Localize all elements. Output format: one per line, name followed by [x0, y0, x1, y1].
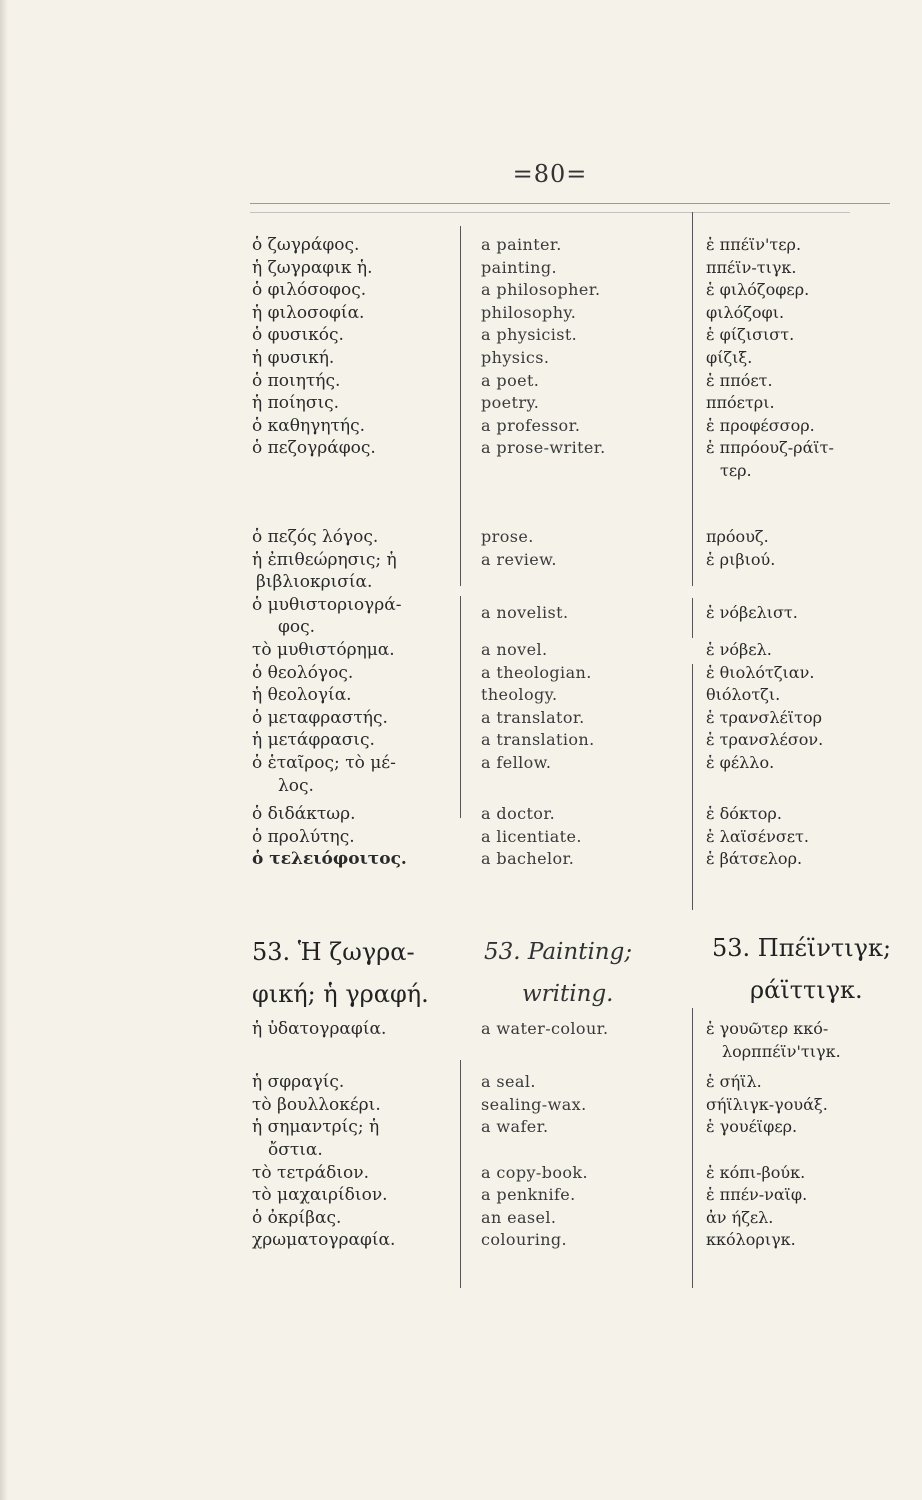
greek-term: ὁ προλύτης. [252, 826, 355, 847]
greek-term: ἡ ὑδατογραφία. [252, 1019, 387, 1039]
heading-greek-line1: 53. Ἡ ζωγρα- [252, 938, 415, 966]
greek-term: τὸ τετράδιον. [252, 1162, 370, 1183]
english-term [481, 571, 595, 594]
english-term: a professor. [481, 415, 581, 435]
top-rule [250, 203, 890, 204]
heading-pronunciation-line1: 53. Ππέϊντιγκ; [712, 934, 892, 962]
greek-term: ὁ ἑταῖρος; τὸ μέ- [252, 752, 396, 773]
english-term: a doctor. [481, 804, 556, 824]
greek-term: ἡ ἐπιθεώρησις; ἡ [252, 549, 397, 570]
pronunciation: ἑ φέλλο. [706, 752, 775, 772]
heading-greek-line2: φική; ἡ γραφή. [252, 980, 429, 1008]
pronunciation: θιόλοτζι. [706, 685, 781, 705]
greek-term: λος. [278, 775, 314, 796]
pronunciation: ἑ ππρόουζ-ράϊτ- [706, 438, 834, 458]
english-term: physics. [481, 347, 550, 367]
greek-term: ἡ ποίησις. [252, 393, 340, 414]
english-term [481, 775, 595, 798]
column-divider-right-4 [692, 1008, 693, 1288]
greek-term: ἡ μετάφρασις. [252, 730, 375, 751]
section2-pronunciation-column [706, 526, 823, 871]
greek-term [252, 1041, 395, 1064]
pronunciation: ἑ φιλόζοφερ. [706, 280, 810, 300]
english-term: sealing-wax. [481, 1094, 587, 1114]
pronunciation: κκόλοριγκ. [706, 1230, 796, 1250]
greek-term: ὁ μυθιστοριογρά- [252, 594, 402, 615]
pronunciation: ἑ νόβελιστ. [706, 602, 798, 622]
english-term: a review. [481, 549, 557, 569]
column-divider-right-2 [692, 598, 693, 638]
english-term: a fellow. [481, 752, 552, 772]
pronunciation: ἑ γουῶτερ κκό- [706, 1019, 829, 1038]
english-term: a wafer. [481, 1117, 549, 1137]
english-term: colouring. [481, 1230, 568, 1250]
english-term: theology. [481, 685, 558, 705]
english-term: a translator. [481, 707, 585, 727]
greek-term: ὁ καθηγητής. [252, 415, 366, 436]
english-term: a copy-book. [481, 1162, 588, 1182]
greek-term: ἡ ζωγραφικ ἡ. [252, 257, 373, 278]
greek-term: ὁ φυσικός. [252, 325, 344, 346]
column-divider-left-2 [460, 596, 461, 818]
page-number: =80= [512, 160, 588, 188]
heading-english-line2: writing. [522, 981, 614, 1007]
pronunciation: πρόουζ. [706, 527, 769, 546]
greek-term: ἡ φιλοσοφία. [252, 302, 365, 323]
english-term: a penknife. [481, 1185, 576, 1205]
pronunciation: ἑ δόκτορ. [706, 804, 782, 824]
greek-term: φος. [278, 617, 316, 638]
heading-pronunciation-line2: ράϊττιγκ. [750, 976, 863, 1004]
pronunciation: φίζιξ. [706, 347, 753, 367]
pronunciation: ππόετρι. [706, 393, 775, 413]
greek-term: τὸ βουλλοκέρι. [252, 1094, 381, 1115]
english-term: a water-colour. [481, 1019, 609, 1038]
pronunciation: ἑ λαϊσένσετ. [706, 826, 809, 846]
top-rule-secondary [250, 212, 850, 213]
english-term: a novelist. [481, 602, 569, 622]
page-edge [0, 0, 8, 1500]
section-heading-pronunciation [712, 930, 891, 1008]
column-divider-left-1 [460, 226, 461, 586]
pronunciation: ἑ τρανσλέσον. [706, 730, 824, 750]
pronunciation: ἑ βάτσελορ. [706, 849, 803, 869]
greek-term: ὁ ζωγράφος. [252, 235, 360, 255]
greek-term: τὸ μαχαιρίδιον. [252, 1185, 388, 1206]
greek-term: ὁ πεζός λόγος. [252, 527, 379, 547]
greek-term: ὁ ὀκρίβας. [252, 1207, 342, 1228]
pronunciation: ἑ σήϊλ. [706, 1072, 762, 1092]
column-divider-right-1 [692, 212, 693, 586]
english-term: a seal. [481, 1072, 536, 1092]
english-term: prose. [481, 527, 534, 546]
pronunciation: ἑ γουέϊφερ. [706, 1117, 798, 1137]
greek-term: ὄστια. [268, 1139, 323, 1160]
pronunciation [706, 1139, 841, 1162]
pronunciation: ἑ ππέϊν'τερ. [706, 235, 802, 254]
column-divider-right-3 [692, 664, 693, 910]
pronunciation: ἑ ριβιού. [706, 549, 776, 569]
section3-pronunciation-column [706, 1018, 841, 1252]
pronunciation: σήϊλιγκ-γουάξ. [706, 1094, 828, 1114]
english-term: a licentiate. [481, 826, 582, 846]
pronunciation: ἑ ππόετ. [706, 370, 773, 390]
pronunciation: λορππέϊν'τιγκ. [722, 1041, 841, 1061]
english-term: a translation. [481, 730, 595, 750]
section-heading-english [484, 934, 632, 1012]
english-term: a poet. [481, 370, 540, 390]
english-term: philosophy. [481, 302, 577, 322]
pronunciation: ἑ νόβελ. [706, 639, 772, 659]
section1-english-column [481, 234, 606, 460]
pronunciation: ἑ φίζισιστ. [706, 325, 795, 345]
english-term: a philosopher. [481, 280, 601, 300]
greek-term: ὁ θεολόγος. [252, 662, 354, 683]
pronunciation: ἑ τρανσλέϊτορ [706, 707, 822, 727]
greek-term: βιβλιοκρισία. [256, 572, 373, 593]
pronunciation: φιλόζοφι. [706, 302, 785, 322]
greek-term: χρωματογραφία. [252, 1230, 396, 1251]
greek-term: ὁ πεζογράφος. [252, 438, 376, 459]
pronunciation: ἑ ππέν-ναϊφ. [706, 1185, 808, 1205]
greek-term: ὁ διδάκτωρ. [252, 804, 356, 825]
section2-english-column [481, 526, 595, 871]
greek-term: ὁ μεταφραστής. [252, 707, 388, 728]
english-term [481, 1139, 608, 1162]
greek-term: ἡ σημαντρίς; ἡ [252, 1117, 380, 1138]
pronunciation: ἀν ήζελ. [706, 1207, 774, 1227]
section3-greek-column [252, 1018, 395, 1252]
english-term: a physicist. [481, 325, 578, 345]
pronunciation: τερ. [720, 460, 752, 480]
english-term: poetry. [481, 393, 540, 413]
english-term: a bachelor. [481, 849, 575, 869]
pronunciation [706, 571, 823, 594]
section1-greek-column [252, 234, 376, 460]
greek-term: ὁ τελειόφοιτος. [252, 849, 407, 870]
section1-pronunciation-column [706, 234, 834, 483]
english-term: a prose-writer. [481, 438, 606, 458]
greek-term: ὁ ποιητής. [252, 370, 341, 391]
pronunciation: ἑ προφέσσορ. [706, 415, 815, 435]
greek-term: τὸ μυθιστόρημα. [252, 639, 395, 660]
column-divider-left-3 [460, 1060, 461, 1288]
pronunciation: ἑ κόπι-βούκ. [706, 1162, 806, 1182]
pronunciation: ἑ θιολότζιαν. [706, 662, 815, 682]
english-term: a painter. [481, 235, 562, 254]
greek-term: ὁ φιλόσοφος. [252, 280, 367, 301]
english-term: a novel. [481, 639, 548, 659]
english-term: painting. [481, 257, 557, 277]
english-term: a theologian. [481, 662, 592, 682]
pronunciation: ππέϊν-τιγκ. [706, 257, 797, 277]
english-term: an easel. [481, 1207, 557, 1227]
section2-greek-column [252, 526, 407, 871]
section3-english-column [481, 1018, 608, 1252]
greek-term: ἡ σφραγίς. [252, 1072, 345, 1093]
heading-english-line1: 53. Painting; [484, 939, 633, 965]
greek-term: ἡ φυσική. [252, 347, 335, 368]
greek-term: ἡ θεολογία. [252, 685, 352, 706]
pronunciation [706, 775, 823, 798]
section-heading-greek [252, 934, 429, 1012]
english-term [481, 1041, 608, 1064]
